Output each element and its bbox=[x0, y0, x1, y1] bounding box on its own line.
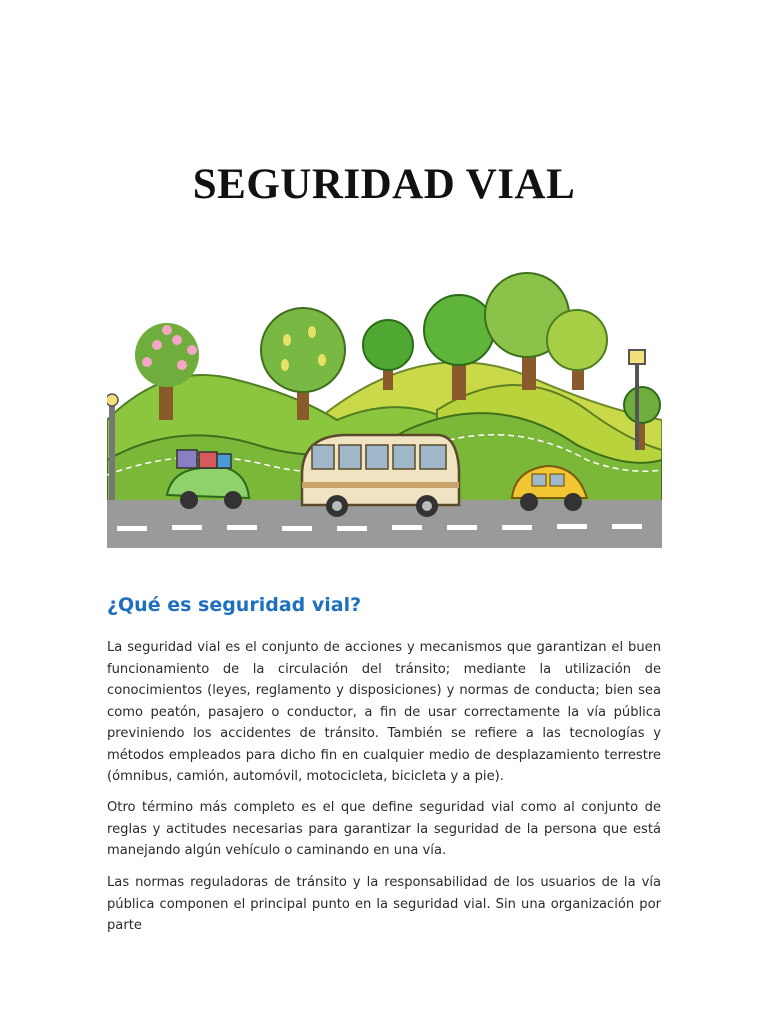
paragraph-2: Otro término más completo es el que define seguridad vial como al conjunto de reglas y actitudes necesarias para garantizar la seguridad de la persona que está manejando algún vehículo o caminando en una vía. bbox=[107, 800, 661, 858]
page-title: SEGURIDAD VIAL bbox=[192, 161, 576, 208]
section-heading: ¿Qué es seguridad vial? bbox=[107, 594, 362, 616]
road-scene-illustration bbox=[107, 270, 662, 548]
paragraph-3: Las normas reguladoras de tránsito y la responsabilidad de los usuarios de la vía pública componen el principal punto en la seguridad vial. Sin una organización por parte bbox=[107, 875, 661, 933]
bus bbox=[302, 435, 459, 517]
paragraph-1: La seguridad vial es el conjunto de acciones y mecanismos que garantizan el buen funcionamiento de la circulación del tránsito; mediante la utilización de conocimientos (leyes, reglamento y disposiciones) y normas de conducta; bien sea como peatón, pasajero o conductor, a fin de usar correctamente la vía pública previniendo los accidentes de tránsito. También se refiere a las tecnologías y métodos empleados para dicho fin en cualquier medio de desplazamiento terrestre (ómnibus, camión, automóvil, motocicleta, bicicleta y a pie). bbox=[107, 640, 661, 784]
